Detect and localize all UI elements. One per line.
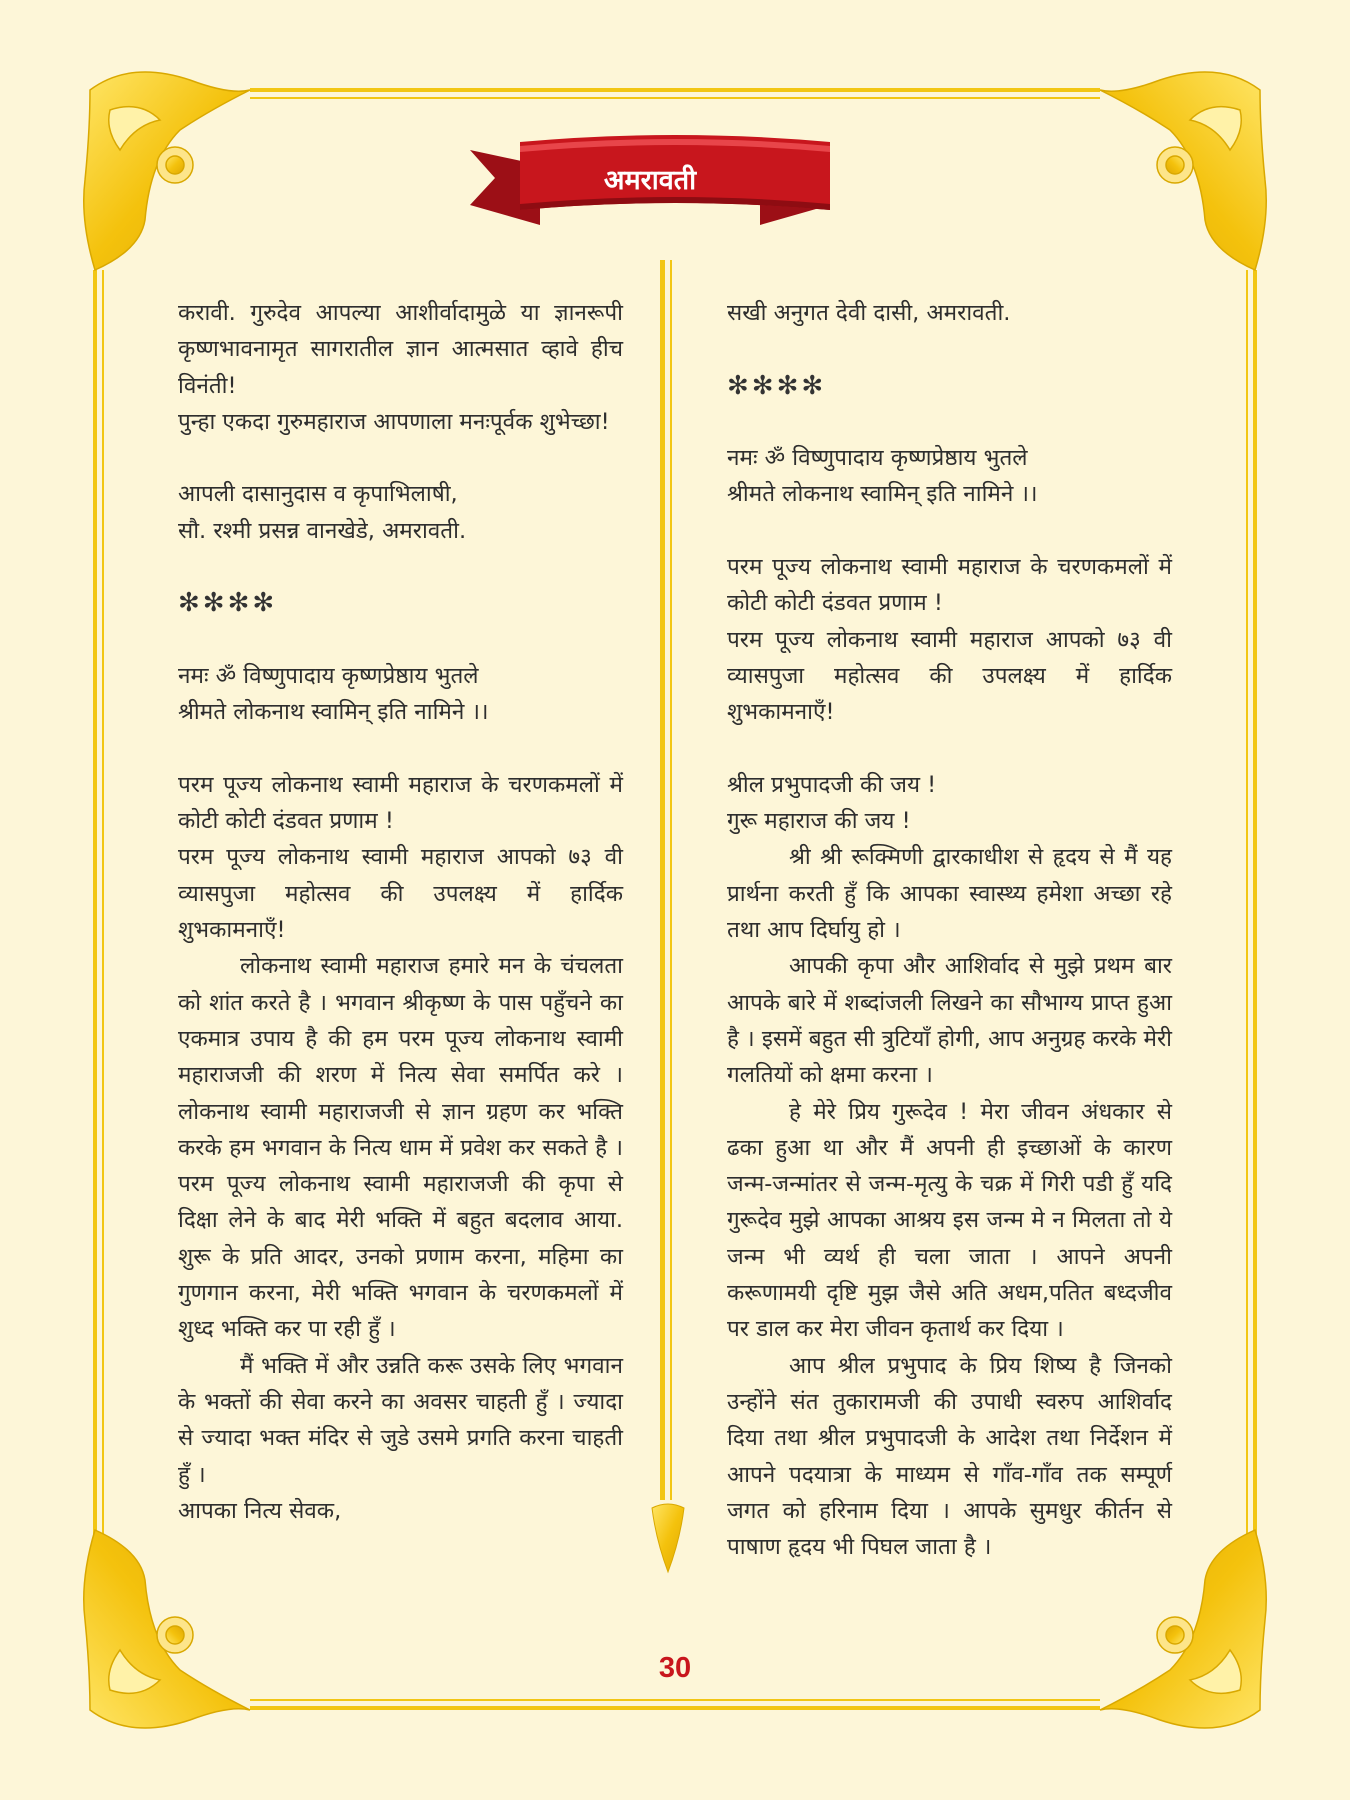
page-number: 30	[658, 1652, 692, 1684]
paragraph: लोकनाथ स्वामी महाराज हमारे मन के चंचलता को शांत करते है । भगवान श्रीकृष्ण के पास पहुँचने का एकमात्र उपाय है की हम परम पूज्य लोकनाथ स्वामी महाराजजी की शरण में नित्य सेवा समर्पित करे । लोकनाथ स्वामी महाराजजी से ज्ञान ग्रहण कर भक्ति करके हम भगवान के नित्य धाम में प्रवेश कर सकते है । परम पूज्य लोकनाथ स्वामी महाराजजी की कृपा से दिक्षा लेने के बाद मेरी भक्ति में बहुत बदलाव आया. शुरू के प्रति आदर, उनको प्रणाम करना, महिमा का गुणगान करना, मेरी भक्ति भगवान के चरणकमलों में शुध्द भक्ति कर पा रही हुँ ।	[178, 953, 623, 1343]
paragraph-gap	[178, 440, 623, 476]
paragraph: करावी. गुरुदेव आपल्या आशीर्वादामुळे या ज्ञानरूपी कृष्णभावनामृत सागरातील ज्ञान आत्मसात व्हावे हीच विनंती!	[178, 300, 623, 399]
paragraph: नमः ॐ विष्णुपादाय कृष्णप्रेष्ठाय भुतले	[178, 662, 479, 689]
paragraph: मैं भक्ति में और उन्नति करू उसके लिए भगवान के भक्तों की सेवा करने का अवसर चाहती हुँ । ज्यादा से ज्यादा भक्त मंदिर से जुडे उसमे प्रगति करना चाहती हुँ ।	[178, 1352, 623, 1488]
paragraph: श्रीमते लोकनाथ स्वामिन् इति नामिने ।।	[727, 481, 1038, 508]
paragraph: नमः ॐ विष्णुपादाय कृष्णप्रेष्ठाय भुतले	[727, 445, 1028, 472]
paragraph: श्रील प्रभुपादजी की जय !	[727, 771, 937, 798]
paragraph-gap	[727, 331, 1172, 367]
corner-ornament-top-right	[1100, 72, 1266, 270]
paragraph: हे मेरे प्रिय गुरूदेव ! मेरा जीवन अंधकार से ढका हुआ था और मैं अपनी ही इच्छाओं के कारण जन्म-जन्मांतर से जन्म-मृत्यु के चक्र में गिरी पडी हुँ यदि गुरूदेव मुझे आपका आश्रय इस जन्म मे न मिलता तो ये जन्म भी व्यर्थ ही चला जाता । आपने अपनी करूणामयी दृष्टि मुझ जैसे अति अधम,पतित बध्दजीव पर डाल कर मेरा जीवन कृतार्थ कर दिया ।	[727, 1098, 1172, 1343]
paragraph: श्रीमते लोकनाथ स्वामिन् इति नामिने ।।	[178, 699, 489, 726]
column-divider	[652, 260, 684, 1572]
right-column	[727, 295, 1172, 1565]
section-separator: ✻✻✻✻	[178, 588, 278, 619]
paragraph: परम पूज्य लोकनाथ स्वामी महाराज के चरणकमलों में कोटी कोटी दंडवत प्रणाम !	[727, 554, 1172, 617]
paragraph-gap	[727, 731, 1172, 767]
paragraph: आपली दासानुदास व कृपाभिलाषी,	[178, 481, 458, 508]
paragraph: आपका नित्य सेवक,	[178, 1497, 342, 1524]
paragraph-gap	[178, 549, 623, 585]
paragraph: सखी अनुगत देवी दासी, अमरावती.	[727, 300, 1011, 326]
paragraph: परम पूज्य लोकनाथ स्वामी महाराज आपको ७३ वी व्यासपुजा महोत्सव की उपलक्ष्य में हार्दिक शुभकामनाएँ!	[178, 844, 623, 944]
paragraph: आप श्रील प्रभुपाद के प्रिय शिष्य है जिनको उन्होंने संत तुकारामजी की उपाधी स्वरुप आशिर्वाद दिया तथा श्रील प्रभुपादजी के आदेश तथा निर्देशन में आपने पदयात्रा के माध्यम से गाँव-गाँव तक सम्पूर्ण जगत को हरिनाम दिया । आपके सुमधुर कीर्तन से पाषाण हृदय भी पिघल जाता है ।	[727, 1352, 1172, 1561]
left-column	[178, 295, 623, 1529]
paragraph: गुरू महाराज की जय !	[727, 808, 911, 835]
section-separator: ✻✻✻✻	[727, 370, 827, 401]
page-title: अमरावती	[603, 165, 697, 196]
paragraph-gap	[727, 404, 1172, 440]
paragraph: आपकी कृपा और आशिर्वाद से मुझे प्रथम बार आपके बारे में शब्दांजली लिखने का सौभाग्य प्राप्त हुआ है । इसमें बहुत सी त्रुटियाँ होगी, आप अनुग्रह करके मेरी गलतियों को क्षमा करना ।	[727, 953, 1172, 1089]
paragraph: पुन्हा एकदा गुरुमहाराज आपणाला मनःपूर्वक शुभेच्छा!	[178, 408, 610, 435]
paragraph-gap	[178, 622, 623, 658]
paragraph: परम पूज्य लोकनाथ स्वामी महाराज के चरणकमलों में कोटी कोटी दंडवत प्रणाम !	[178, 771, 623, 835]
paragraph-gap	[727, 513, 1172, 549]
paragraph: सौ. रश्मी प्रसन्न वानखेडे, अमरावती.	[178, 517, 467, 544]
corner-ornament-top-left	[84, 72, 250, 270]
corner-ornament-bottom-left	[84, 1530, 250, 1728]
paragraph-gap	[178, 731, 623, 767]
paragraph: श्री श्री रूक्मिणी द्वारकाधीश से हृदय से मैं यह प्रार्थना करती हुँ कि आपका स्वास्थ्य हमेशा अच्छा रहे तथा आप दिर्घायु हो ।	[727, 844, 1172, 944]
paragraph: परम पूज्य लोकनाथ स्वामी महाराज आपको ७३ वी व्यासपुजा महोत्सव की उपलक्ष्य में हार्दिक शुभकामनाएँ!	[727, 626, 1172, 726]
